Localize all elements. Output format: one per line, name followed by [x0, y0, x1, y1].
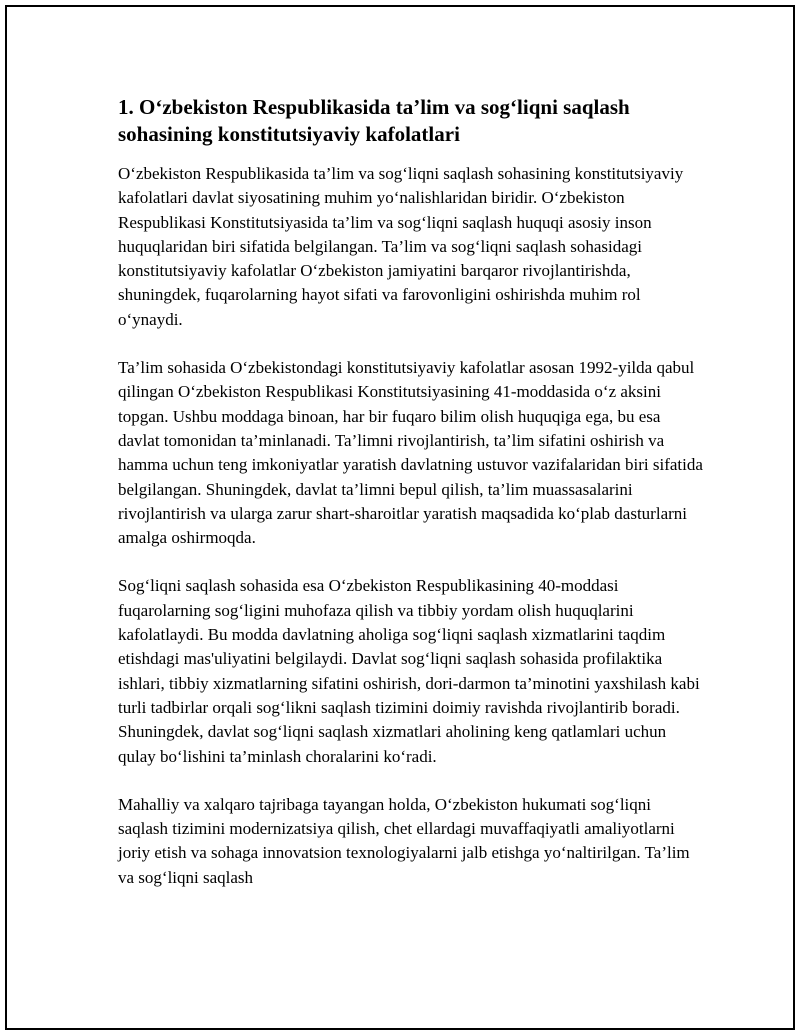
- paragraph-2: Ta’lim sohasida O‘zbekistondagi konstitutsiyaviy kafolatlar asosan 1992-yilda qabul qilingan O‘zbekiston Respublikasi Konstitutsiyasining 41-moddasida o‘z aksini topgan. Ushbu moddaga binoan, har bir fuqaro bilim olish huquqiga ega, bu esa davlat tomonidan ta’minlanadi. Ta’limni rivojlantirish, ta’lim sifatini oshirish va hamma uchun teng imkoniyatlar yaratish davlatning ustuvor vazifalaridan biri sifatida belgilangan. Shuningdek, davlat ta’limni bepul qilish, ta’lim muassasalarini rivojlantirish va ularga zarur shart-sharoitlar yaratish maqsadida ko‘plab dasturlarni amalga oshirmoqda.: [118, 358, 703, 548]
- document-page: [5, 5, 795, 1030]
- paragraph-1: O‘zbekiston Respublikasida ta’lim va sog‘liqni saqlash sohasining konstitutsiyaviy kafolatlari davlat siyosatining muhim yo‘nalishlaridan biridir. O‘zbekiston Respublikasi Konstitutsiyasida ta’lim va sog‘liqni saqlash huquqi asosiy inson huquqlaridan biri sifatida belgilangan. Ta’lim va sog‘liqni saqlash sohasidagi konstitutsiyaviy kafolatlar O‘zbekiston jamiyatini barqaror rivojlantirishda, shuningdek, fuqarolarning hayot sifati va farovonligini oshirishda muhim rol o‘ynaydi.: [118, 164, 684, 329]
- section-heading: 1. O‘zbekiston Respublikasida ta’lim va sog‘liqni saqlash sohasining konstitutsiyaviy kafolatlari: [118, 95, 630, 146]
- document-body: [118, 94, 703, 914]
- paragraph-3: Sog‘liqni saqlash sohasida esa O‘zbekiston Respublikasining 40-moddasi fuqarolarning sog‘ligini muhofaza qilish va tibbiy yordam olish huquqlarini kafolatlaydi. Bu modda davlatning aholiga sog‘liqni saqlash xizmatlarini taqdim etishdagi mas'uliyatini belgilaydi. Davlat sog‘liqni saqlash sohasida profilaktika ishlari, tibbiy xizmatlarning sifatini oshirish, dori-darmon ta’minotini yaxshilash kabi turli tadbirlar orqali sog‘likni saqlash tizimini doimiy ravishda rivojlantirib boradi. Shuningdek, davlat sog‘liqni saqlash xizmatlari aholining keng qatlamlari uchun qulay bo‘lishini ta’minlash choralarini ko‘radi.: [118, 576, 700, 766]
- paragraph-4: Mahalliy va xalqaro tajribaga tayangan holda, O‘zbekiston hukumati sog‘liqni saqlash tizimini modernizatsiya qilish, chet ellardagi muvaffaqiyatli amaliyotlarni joriy etish va sohaga innovatsion texnologiyalarni jalb etishga yo‘naltirilgan. Ta’lim va sog‘liqni saqlash: [118, 794, 690, 887]
